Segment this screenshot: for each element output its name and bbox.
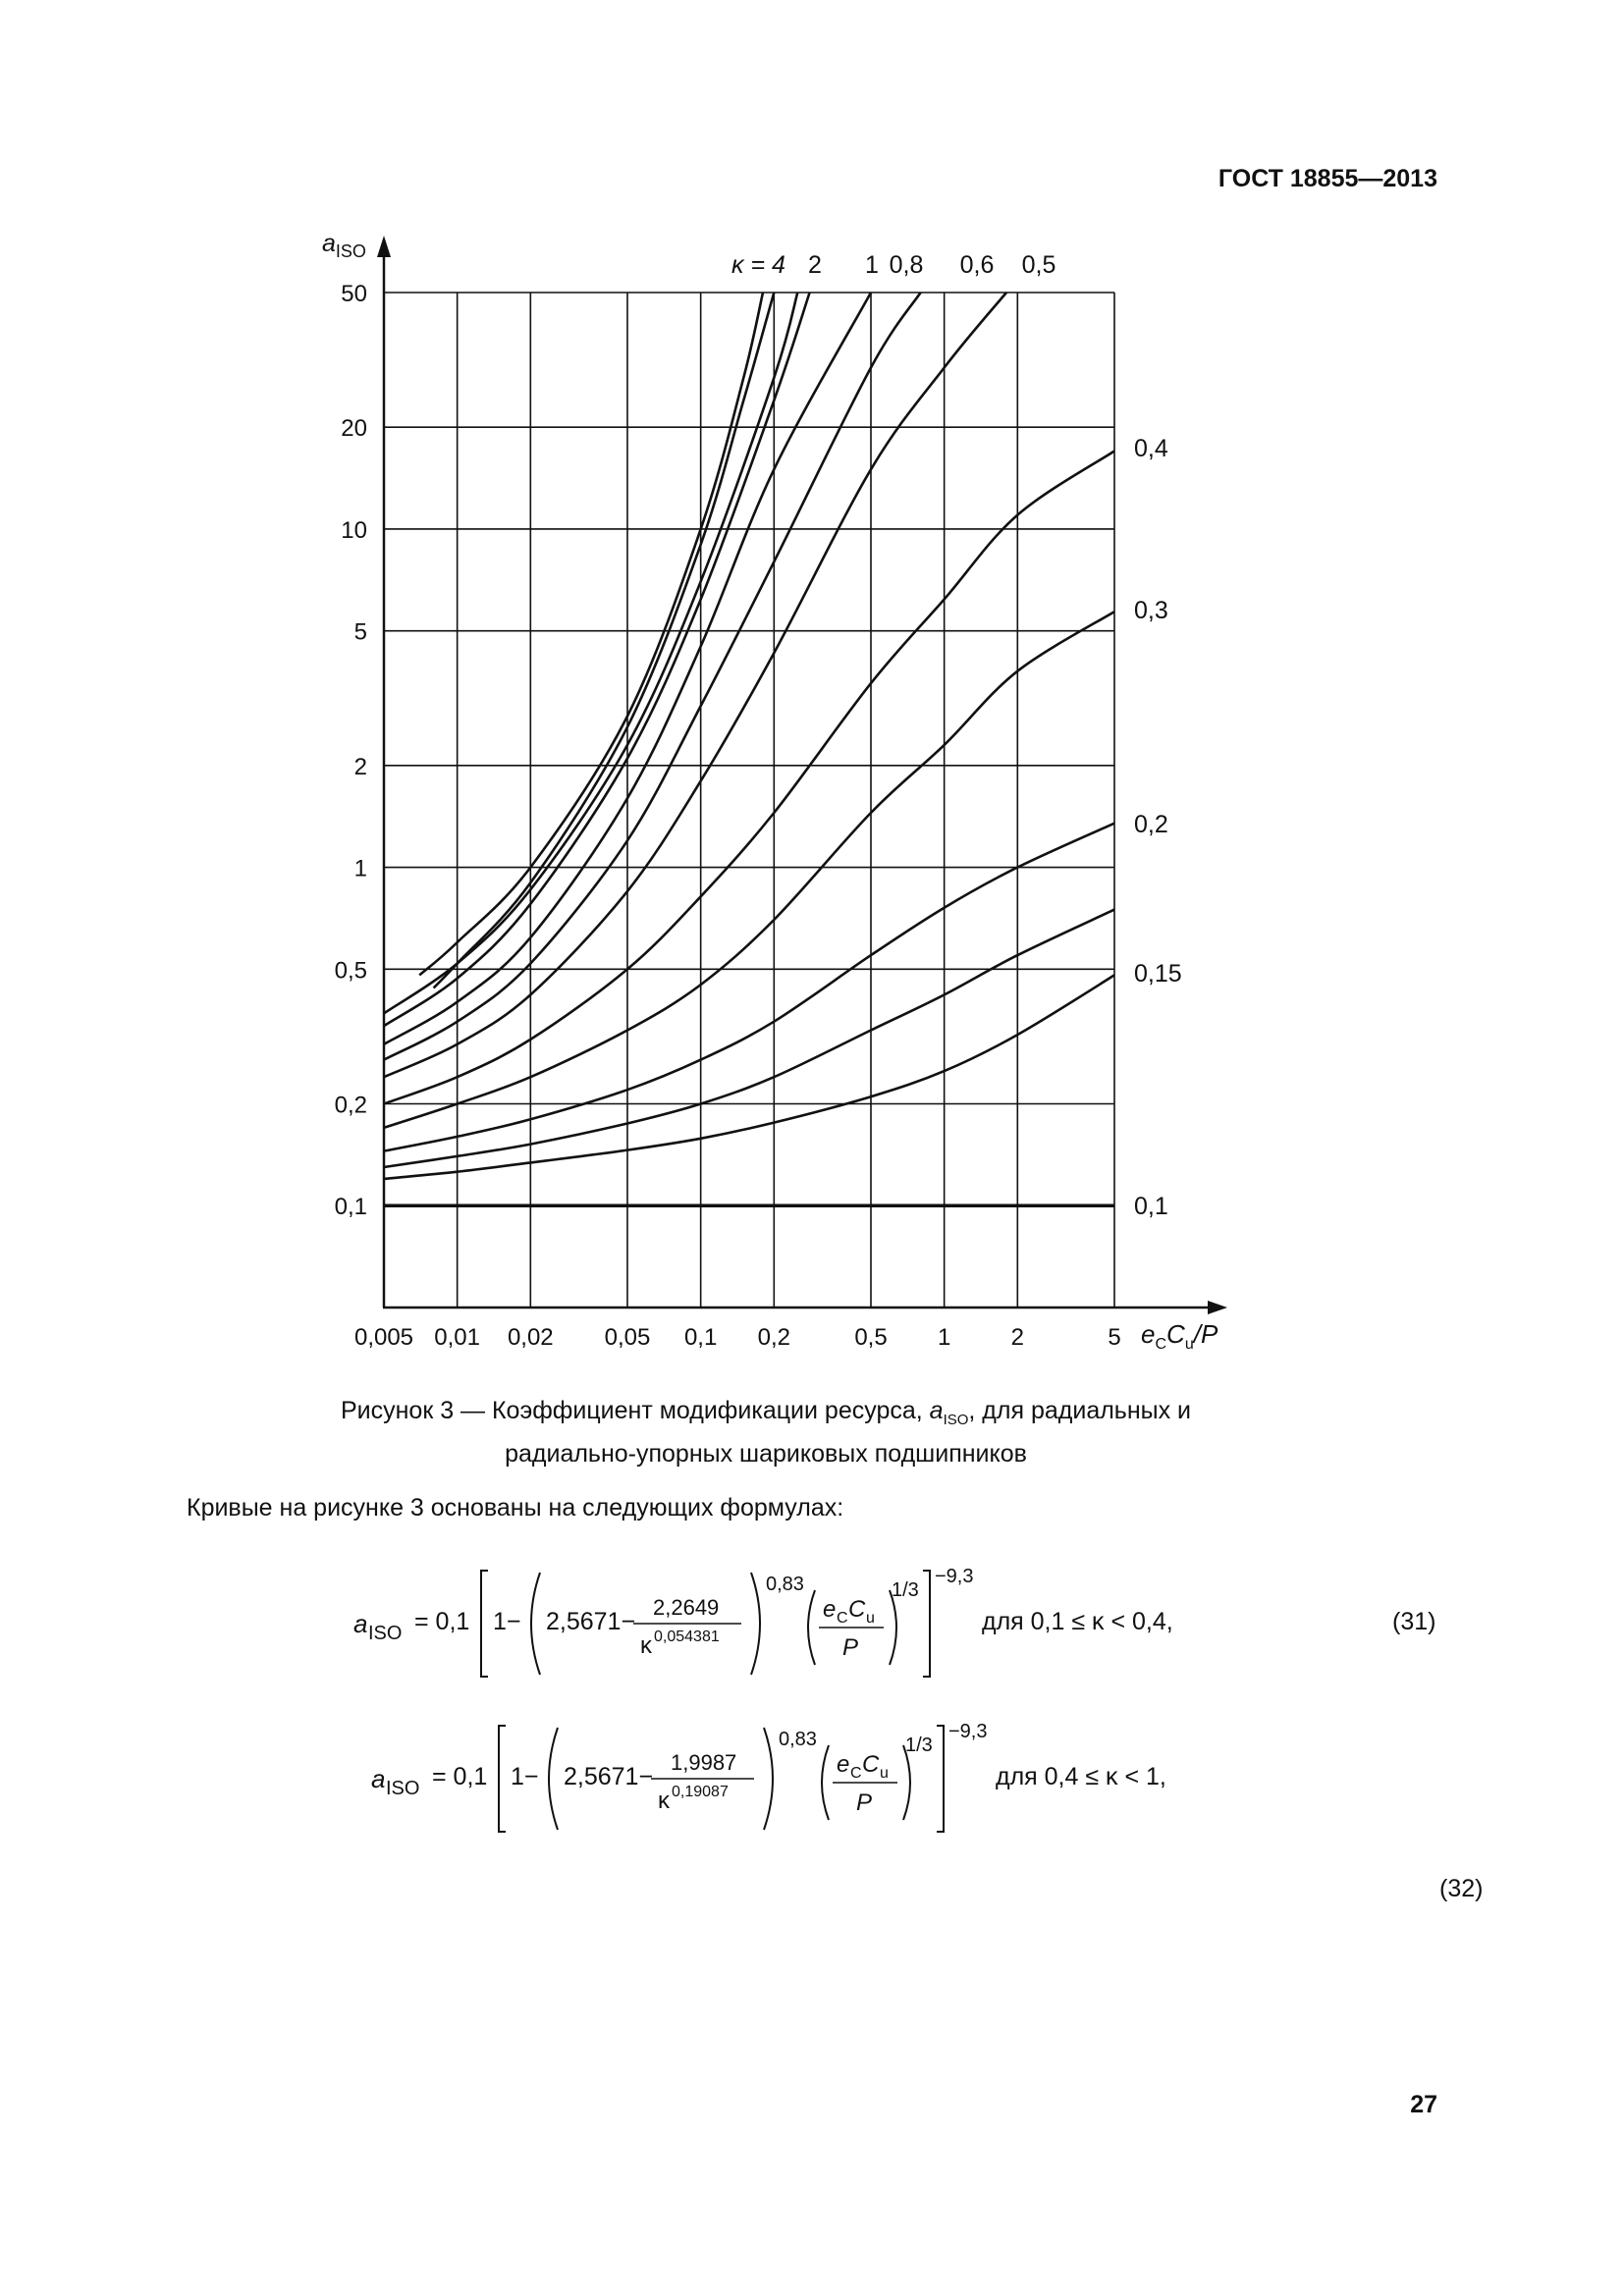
svg-text:a: a [371, 1764, 386, 1793]
svg-text:P: P [856, 1789, 873, 1816]
formula-31 [353, 1561, 1335, 1695]
x-tick-label: 0,2 [757, 1324, 790, 1351]
formula-32 [371, 1716, 1353, 1850]
svg-text:1−: 1− [493, 1608, 521, 1635]
svg-text:e: e [823, 1596, 837, 1623]
svg-text:u: u [866, 1610, 875, 1627]
x-tick-label: 0,5 [854, 1324, 888, 1351]
curve-kappa-0_4 [384, 452, 1114, 1104]
intro-text: Кривые на рисунке 3 основаны на следующих формулах: [187, 1494, 844, 1522]
kappa-top-label: 0,8 [889, 251, 924, 279]
svg-text:ISO: ISO [386, 1778, 420, 1799]
svg-text:P: P [842, 1634, 859, 1661]
y-tick-label: 0,2 [334, 1092, 367, 1119]
svg-text:1/3: 1/3 [892, 1579, 919, 1601]
y-tick-label: 1 [353, 855, 367, 882]
kappa-top-label: 1 [865, 251, 879, 279]
x-tick-label: 1 [937, 1324, 951, 1351]
curve-kappa-2 [434, 293, 775, 988]
curve-kappa-0_45 [384, 293, 1006, 1077]
x-axis-arrow [1208, 1301, 1227, 1314]
y-tick-label: 20 [341, 415, 367, 443]
figure-caption [216, 1394, 1316, 1470]
svg-text:C: C [850, 1765, 862, 1782]
y-axis-arrow [377, 236, 391, 257]
svg-text:1,9987: 1,9987 [671, 1750, 737, 1775]
svg-text:C: C [848, 1596, 866, 1623]
curve-kappa-0_8 [384, 293, 810, 1026]
caption-line-2: радиально-упорных шариковых подшипников [505, 1440, 1027, 1468]
y-tick-label: 5 [353, 618, 367, 646]
svg-text:1/3: 1/3 [905, 1735, 933, 1756]
x-tick-label: 0,005 [353, 1324, 414, 1351]
x-tick-label: 0,02 [507, 1324, 554, 1351]
kappa-right-label: 0,2 [1134, 811, 1168, 838]
svg-text:= 0,1: = 0,1 [432, 1763, 488, 1790]
svg-text:e: e [837, 1751, 850, 1778]
svg-text:κ: κ [640, 1632, 652, 1659]
svg-text:2,5671−: 2,5671− [546, 1608, 636, 1635]
y-tick-label: 0,5 [334, 957, 367, 985]
y-axis-label: $a_{ISO}$ [322, 230, 366, 261]
caption-line-1: Рисунок 3 — Коэффициент модификации ресурса, $a_{ISO}$, для радиальных и [340, 1397, 1192, 1428]
x-tick-label: 0,01 [434, 1324, 481, 1351]
kappa-top-label: 2 [808, 251, 822, 279]
svg-text:для 0,4 ≤ κ < 1,: для 0,4 ≤ κ < 1, [996, 1763, 1166, 1790]
svg-text:0,19087: 0,19087 [672, 1784, 729, 1800]
y-tick-label: 10 [341, 516, 367, 544]
y-tick-label: 0,1 [334, 1194, 367, 1221]
svg-text:u: u [880, 1765, 889, 1782]
curve-kappa-0_15 [384, 975, 1114, 1179]
svg-text:2,5671−: 2,5671− [564, 1763, 654, 1790]
svg-text:ISO: ISO [368, 1623, 403, 1644]
svg-text:a: a [353, 1609, 368, 1638]
x-tick-label: 5 [1108, 1324, 1121, 1351]
y-tick-label: 2 [353, 753, 367, 780]
x-axis-label: $e_CC_u/P$ [1141, 1319, 1218, 1353]
y-tick-label: 50 [341, 281, 367, 307]
svg-text:0,83: 0,83 [766, 1574, 804, 1595]
curve-kappa-0_2 [384, 824, 1114, 1151]
kappa-right-label: 0,15 [1134, 960, 1182, 988]
x-tick-label: 0,05 [604, 1324, 651, 1351]
svg-text:0,83: 0,83 [779, 1729, 817, 1750]
x-tick-label: 0,1 [683, 1324, 718, 1351]
svg-text:−9,3: −9,3 [935, 1566, 974, 1587]
chart-curves [384, 293, 1114, 1205]
svg-text:для 0,1 ≤ κ < 0,4,: для 0,1 ≤ κ < 0,4, [982, 1608, 1173, 1635]
kappa-right-label: 0,1 [1134, 1193, 1168, 1221]
svg-text:C: C [837, 1610, 848, 1627]
equation-number-32: (32) [1439, 1875, 1484, 1902]
curve-kappa-0_5 [384, 293, 921, 1060]
svg-text:−9,3: −9,3 [948, 1721, 988, 1742]
svg-text:2,2649: 2,2649 [653, 1595, 720, 1620]
svg-text:0,054381: 0,054381 [654, 1629, 720, 1645]
chart-grid [384, 293, 1114, 1308]
curve-kappa-1 [384, 293, 797, 1013]
svg-text:C: C [862, 1751, 880, 1778]
svg-text:κ: κ [658, 1788, 670, 1814]
kappa-top-label: κ = 4 [731, 251, 785, 279]
svg-text:1−: 1− [511, 1763, 539, 1790]
document-header: ГОСТ 18855—2013 [1218, 165, 1437, 192]
curve-kappa-4 [419, 293, 763, 975]
x-tick-label: 2 [1010, 1324, 1024, 1351]
kappa-top-label: 0,5 [1021, 251, 1056, 279]
svg-text:= 0,1: = 0,1 [414, 1608, 470, 1635]
kappa-right-label: 0,3 [1134, 597, 1168, 624]
curve-kappa-0_3 [384, 612, 1114, 1128]
kappa-top-label: 0,6 [959, 251, 995, 279]
kappa-right-label: 0,4 [1134, 435, 1168, 462]
page-number: 27 [1410, 2091, 1437, 2118]
equation-number-31: (31) [1392, 1608, 1436, 1635]
